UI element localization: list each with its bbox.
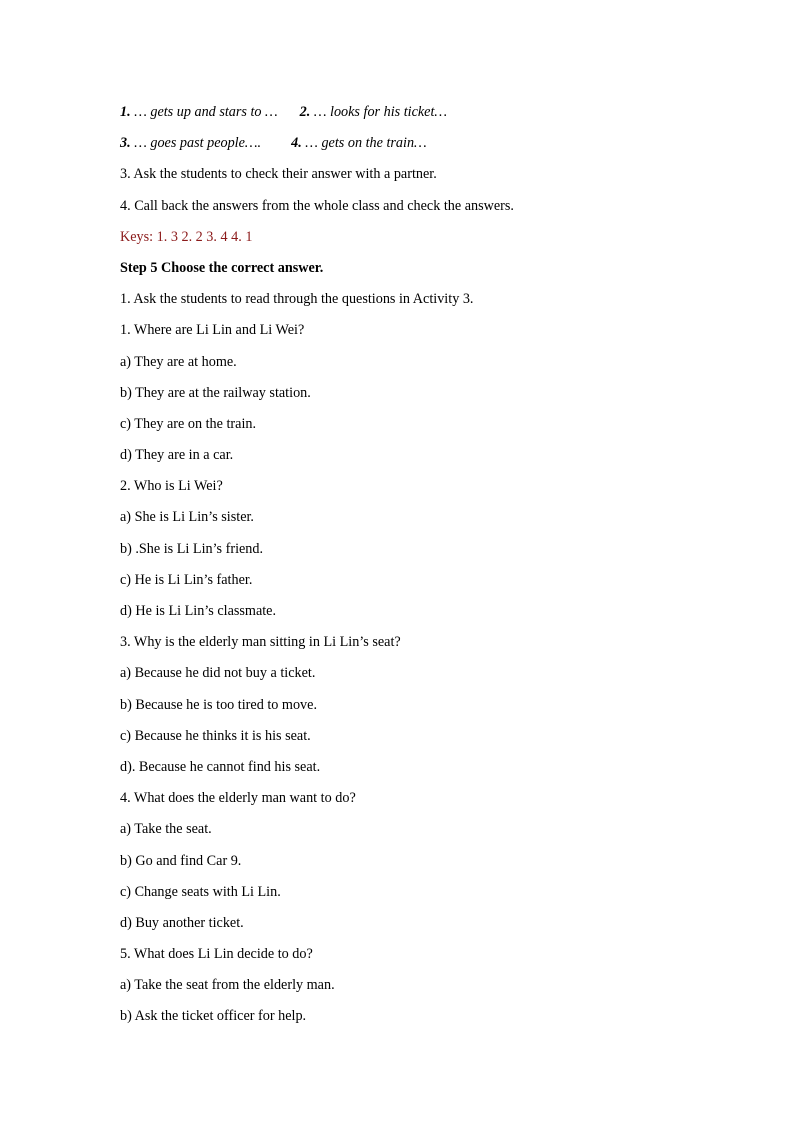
match-text: … looks for his ticket… — [310, 104, 448, 120]
answer-option: c) Because he thinks it is his seat. — [120, 727, 311, 744]
question-text: 2. Who is Li Wei? — [120, 478, 223, 495]
match-number: 2. — [299, 104, 311, 120]
answer-option: a) She is Li Lin’s sister. — [120, 509, 254, 526]
document-page — [120, 100, 720, 1036]
answer-option: c) They are on the train. — [120, 415, 257, 432]
match-number: 3. — [120, 135, 131, 152]
answer-option: d) He is Li Lin’s classmate. — [120, 603, 277, 619]
answer-option: d) They are in a car. — [120, 447, 234, 464]
match-text: … goes past people…. — [130, 135, 262, 152]
match-number: 1. — [120, 104, 131, 120]
question-text: 1. Where are Li Lin and Li Wei? — [120, 322, 305, 339]
answer-option: b) Because he is too tired to move. — [120, 696, 317, 713]
answer-option: a) Because he did not buy a ticket. — [120, 665, 316, 682]
step-line: 1. Ask the students to read through the questions in Activity 3. — [120, 291, 474, 308]
match-text: … gets up and stars to … — [130, 104, 278, 120]
question-text: 3. Why is the elderly man sitting in Li Lin’s seat? — [120, 634, 401, 651]
step-line: 4. Call back the answers from the whole class and check the answers. — [120, 197, 514, 214]
answer-option: b) Ask the ticket officer for help. — [120, 1008, 307, 1025]
step-line: 3. Ask the students to check their answer with a partner. — [120, 166, 437, 183]
matching-row-2 — [120, 131, 720, 162]
answer-option: a) Take the seat from the elderly man. — [120, 977, 335, 994]
answer-keys: Keys: 1. 3 2. 2 3. 4 4. 1 — [120, 228, 253, 245]
answer-option: b) .She is Li Lin’s friend. — [120, 540, 264, 557]
answer-option: c) He is Li Lin’s father. — [120, 571, 253, 588]
answer-option: a) Take the seat. — [120, 821, 212, 838]
question-text: 4. What does the elderly man want to do? — [120, 790, 356, 807]
answer-option: d) Buy another ticket. — [120, 914, 244, 931]
answer-option: b) Go and find Car 9. — [120, 852, 242, 869]
matching-row-1 — [120, 100, 720, 131]
answer-option: d). Because he cannot find his seat. — [120, 758, 321, 775]
match-number: 4. — [291, 135, 302, 152]
section-heading: Step 5 Choose the correct answer. — [120, 259, 324, 276]
answer-option: b) They are at the railway station. — [120, 384, 311, 401]
match-text: … gets on the train… — [301, 135, 427, 152]
answer-option: a) They are at home. — [120, 353, 237, 370]
answer-option: c) Change seats with Li Lin. — [120, 883, 281, 900]
question-text: 5. What does Li Lin decide to do? — [120, 946, 313, 963]
